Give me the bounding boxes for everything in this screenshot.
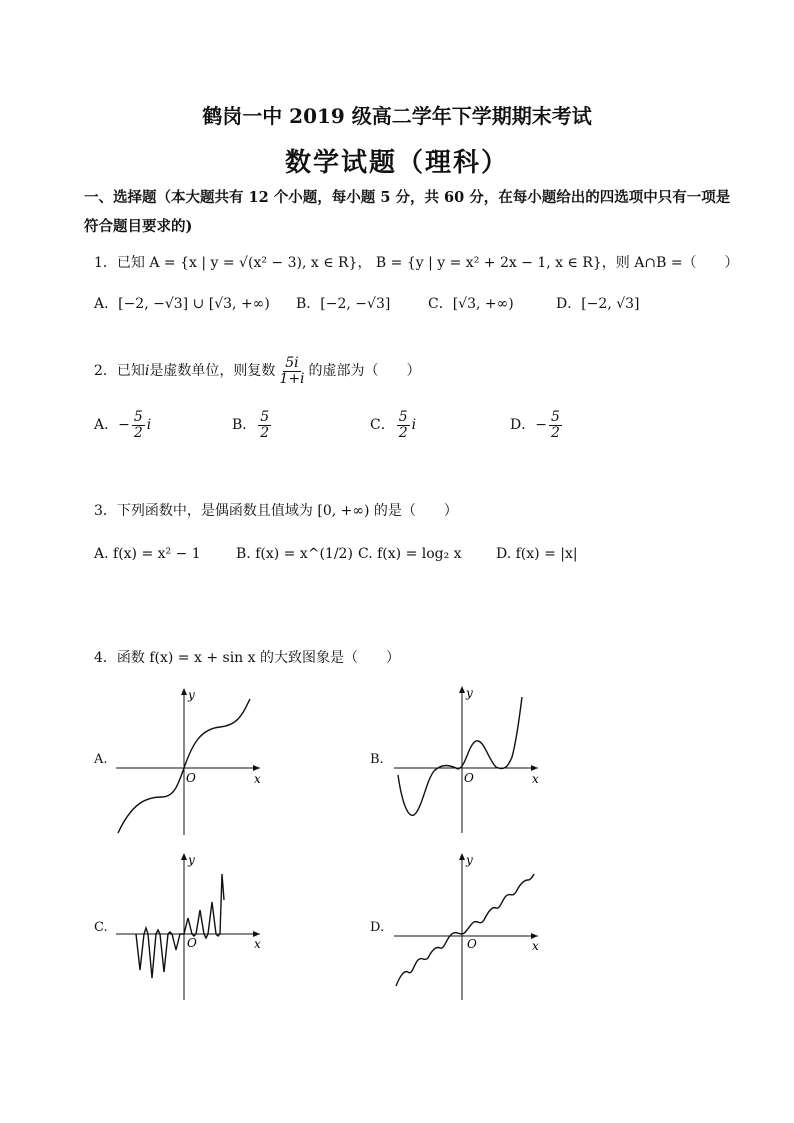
option-sign: − (118, 417, 130, 434)
q2-stem-pre: 2．已知 (94, 363, 145, 380)
section-heading-line2: 符合题目要求的) (84, 218, 193, 235)
question-1-option-b: B．[−2, −√3] (296, 296, 391, 312)
question-2-option-b (232, 410, 273, 440)
q2-fraction (277, 356, 306, 386)
graph-c-label: C. (94, 920, 108, 935)
option-fraction (549, 410, 562, 440)
question-2-option-a (94, 410, 151, 440)
origin-label: O (186, 771, 196, 785)
option-fraction (258, 410, 271, 440)
q2-fraction-numerator: 5i (285, 355, 299, 371)
curve (136, 874, 224, 978)
question-2-option-d (510, 410, 564, 440)
option-suffix: i (146, 417, 152, 434)
q2-stem-post: 的虚部为（ ） (308, 363, 421, 380)
fraction-denominator: 2 (133, 424, 143, 441)
exam-title: 鹤岗一中 2019 级高二学年下学期期末考试 (202, 104, 592, 128)
curve (396, 874, 534, 986)
y-axis-label: y (466, 853, 473, 867)
x-axis-label: x (532, 772, 539, 786)
question-1-option-a: A．[−2, −√3] ∪ [√3, +∞) (94, 296, 270, 312)
question-3-stem: 3．下列函数中，是偶函数且值域为 [0, +∞) 的是（ ） (94, 503, 458, 519)
origin-label: O (464, 771, 474, 785)
fraction-denominator: 2 (398, 424, 408, 441)
y-axis-label: y (188, 853, 195, 867)
graph-c (110, 850, 270, 1005)
option-label: D． (510, 417, 536, 434)
y-axis-arrow (181, 688, 187, 695)
option-label: A． (94, 417, 119, 434)
question-4-stem: 4．函数 f(x) = x + sin x 的大致图象是（ ） (94, 650, 400, 666)
option-fraction (397, 410, 410, 440)
option-fraction (132, 410, 145, 440)
question-2-option-c (370, 410, 416, 440)
fraction-numerator: 5 (260, 409, 270, 425)
x-axis-arrow (531, 765, 538, 771)
origin-label: O (467, 937, 477, 951)
subject-title: 数学试题（理科） (284, 148, 509, 178)
question-2-stem (94, 356, 421, 386)
question-3-option-d: D. f(x) = |x| (496, 546, 578, 562)
section-heading-line1: 一、选择题（本大题共有 12 个小题，每小题 5 分，共 60 分，在每小题给出的四选项中只有一项是 (84, 189, 731, 206)
y-axis-label: y (466, 686, 473, 700)
curve (398, 697, 522, 815)
fraction-numerator: 5 (133, 409, 143, 425)
q2-fraction-denominator: 1+i (279, 370, 305, 387)
x-axis-label: x (532, 939, 539, 953)
x-axis-label: x (254, 772, 261, 786)
graph-a (110, 685, 270, 840)
graph-d-label: D. (370, 920, 385, 935)
x-axis-label: x (254, 937, 261, 951)
x-axis-arrow (253, 765, 260, 771)
q2-stem-i: i (144, 363, 150, 380)
question-3-option-c: C. f(x) = log₂ x (358, 546, 462, 562)
graph-a-label: A. (94, 752, 108, 767)
graph-b (388, 683, 548, 838)
y-axis-arrow (459, 853, 465, 860)
graph-b-label: B. (370, 752, 384, 767)
fraction-numerator: 5 (398, 409, 408, 425)
fraction-denominator: 2 (550, 424, 560, 441)
option-label: C． (370, 417, 395, 434)
option-sign: − (535, 417, 547, 434)
option-label: B． (232, 417, 257, 434)
question-3-option-a: A. f(x) = x² − 1 (94, 546, 201, 562)
graph-d (388, 850, 548, 1005)
question-1-stem: 1．已知 A = {x | y = √(x² − 3), x ∈ R}， B = {y | y = x² + 2x − 1, x ∈ R}，则 A∩B =（ ） (94, 255, 739, 271)
q2-stem-mid: 是虚数单位，则复数 (149, 363, 276, 380)
option-suffix: i (411, 417, 417, 434)
question-1-option-c: C．[√3, +∞) (428, 296, 514, 312)
question-3-option-b: B. f(x) = x^(1/2) (236, 546, 353, 562)
y-axis-label: y (188, 688, 195, 702)
origin-label: O (187, 936, 197, 950)
fraction-numerator: 5 (550, 409, 560, 425)
fraction-denominator: 2 (260, 424, 270, 441)
question-1-option-d: D．[−2, √3] (556, 296, 640, 312)
y-axis-arrow (459, 686, 465, 693)
y-axis-arrow (181, 853, 187, 860)
